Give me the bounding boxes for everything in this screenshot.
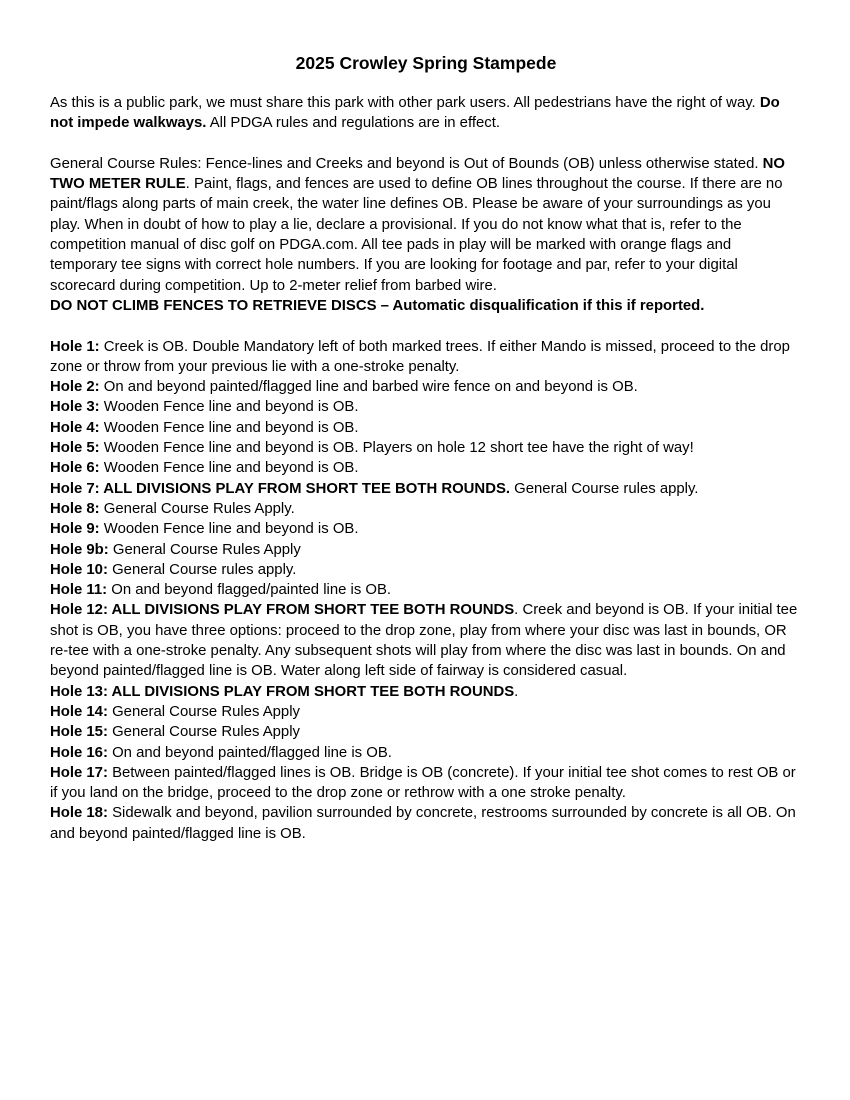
hole-label: Hole 11:	[50, 582, 108, 599]
hole-rules-list	[50, 337, 802, 844]
intro-text-end: All PDGA rules and regulations are in effect.	[206, 115, 500, 132]
hole-label: Hole 18:	[50, 805, 108, 822]
hole-rule-text: Wooden Fence line and beyond is OB.	[99, 419, 359, 436]
intro-paragraph	[50, 93, 802, 134]
hole-label: Hole 6:	[50, 460, 100, 477]
hole-label: Hole 12:	[50, 602, 108, 619]
hole-label: Hole 3:	[50, 399, 100, 416]
hole-rule-item	[50, 702, 802, 722]
hole-rule-item	[50, 397, 802, 417]
hole-rule-text: General Course Rules Apply	[108, 541, 301, 558]
hole-rule-item	[50, 803, 802, 844]
hole-label: Hole 8:	[50, 500, 100, 517]
hole-rule-text: .	[514, 683, 519, 700]
hole-rule-item	[50, 600, 802, 681]
hole-label: Hole 13:	[50, 683, 108, 700]
fence-warning-text: DO NOT CLIMB FENCES TO RETRIEVE DISCS – Automatic disqualification if this if reported.	[50, 297, 705, 314]
hole-rule-item	[50, 540, 802, 560]
general-rules-text: General Course Rules: Fence-lines and Creeks and beyond is Out of Bounds (OB) unless otherwise stated.	[50, 155, 763, 172]
hole-rule-item	[50, 560, 802, 580]
intro-bold-notice: Do not impede walkways.	[50, 95, 780, 132]
hole-rule-item	[50, 418, 802, 438]
hole-rule-item	[50, 337, 802, 378]
hole-rule-text: On and beyond painted/flagged line and barbed wire fence on and beyond is OB.	[99, 379, 638, 396]
hole-rule-item	[50, 580, 802, 600]
document-title: 2025 Crowley Spring Stampede	[295, 53, 557, 73]
hole-rule-item	[50, 743, 802, 763]
hole-label: Hole 16:	[50, 744, 108, 761]
hole-rule-text: . Creek and beyond is OB. If your initial tee shot is OB, you have three options: proceed to the drop zone, play from where your disc was last in bounds, OR re-tee with a one-stroke penalty. Any subsequent shots will play from where the disc was last in bounds. On and beyond painted/flagged line is OB. Water along left side of fairway is considered casual.	[50, 602, 798, 680]
hole-rule-text: General Course Rules Apply	[107, 703, 300, 720]
hole-label: Hole 17:	[50, 764, 108, 781]
hole-rule-text: Between painted/flagged lines is OB. Bridge is OB (concrete). If your initial tee shot comes to rest OB or if you land on the bridge, proceed to the drop zone or rethrow with a one stroke penalty.	[50, 764, 796, 802]
hole-rule-item	[50, 438, 802, 458]
hole-label: Hole 2:	[50, 379, 100, 396]
hole-rule-item	[50, 499, 802, 519]
hole-rule-item	[50, 479, 802, 499]
hole-rule-text: Wooden Fence line and beyond is OB.	[99, 399, 359, 416]
hole-rule-text: Sidewalk and beyond, pavilion surrounded by concrete, restrooms surrounded by concrete is all OB. On and beyond painted/flagged line is OB.	[50, 805, 796, 842]
hole-rule-text: Wooden Fence line and beyond is OB.	[99, 460, 359, 477]
fence-warning	[50, 296, 802, 316]
hole-rule-text: Creek is OB. Double Mandatory left of both marked trees. If either Mando is missed, proceed to the drop zone or throw from your previous lie with a one-stroke penalty.	[50, 338, 790, 375]
intro-text: As this is a public park, we must share this park with other park users. All pedestrians have the right of way.	[50, 95, 760, 111]
hole-rule-item	[50, 763, 802, 804]
hole-label: Hole 14:	[50, 703, 108, 720]
hole-rule-text: General Course rules apply.	[510, 480, 699, 497]
hole-label: Hole 10:	[50, 561, 108, 578]
hole-label: Hole 5:	[50, 440, 100, 457]
hole-rule-item	[50, 458, 802, 478]
general-rules-paragraph	[50, 154, 802, 296]
hole-bold-rule: ALL DIVISIONS PLAY FROM SHORT TEE BOTH ROUNDS	[107, 602, 515, 619]
hole-rule-text: On and beyond painted/flagged line is OB.	[107, 744, 392, 761]
hole-rule-item	[50, 682, 802, 702]
hole-label: Hole 9:	[50, 521, 100, 538]
hole-rule-text: On and beyond flagged/painted line is OB.	[107, 582, 392, 599]
hole-label: Hole 7:	[50, 480, 100, 497]
hole-rule-item	[50, 722, 802, 742]
paragraph-spacer	[50, 134, 802, 154]
hole-label: Hole 4:	[50, 419, 100, 436]
hole-rule-text: General Course Rules Apply	[107, 724, 300, 741]
document-page	[50, 52, 802, 844]
hole-rule-text: Wooden Fence line and beyond is OB. Players on hole 12 short tee have the right of way!	[99, 440, 694, 457]
hole-rule-text: General Course rules apply.	[107, 561, 297, 578]
hole-bold-rule: ALL DIVISIONS PLAY FROM SHORT TEE BOTH ROUNDS.	[99, 480, 511, 497]
hole-rule-item	[50, 377, 802, 397]
general-rules-text-cont: . Paint, flags, and fences are used to define OB lines throughout the course. If there are no paint/flags along parts of main creek, the water line defines OB. Please be aware of your surroundings as you play. When in doubt of how to play a lie, declare a provisional. If you do not know what that is, refer to the competition manual of disc golf on PDGA.com. All tee pads in play will be marked with orange flags and temporary tee signs with correct hole numbers. If you are looking for footage and par, refer to your digital scorecard during competition. Up to 2-meter relief from barbed wire.	[50, 176, 783, 294]
hole-label: Hole 9b:	[50, 541, 109, 558]
hole-rule-text: Wooden Fence line and beyond is OB.	[99, 521, 359, 538]
hole-rule-text: General Course Rules Apply.	[99, 500, 295, 517]
hole-bold-rule: ALL DIVISIONS PLAY FROM SHORT TEE BOTH ROUNDS	[107, 683, 515, 700]
hole-rule-item	[50, 519, 802, 539]
hole-label: Hole 1:	[50, 338, 100, 355]
paragraph-spacer	[50, 316, 802, 336]
hole-label: Hole 15:	[50, 724, 108, 741]
two-meter-rule-notice: NO TWO METER RULE	[50, 155, 785, 193]
